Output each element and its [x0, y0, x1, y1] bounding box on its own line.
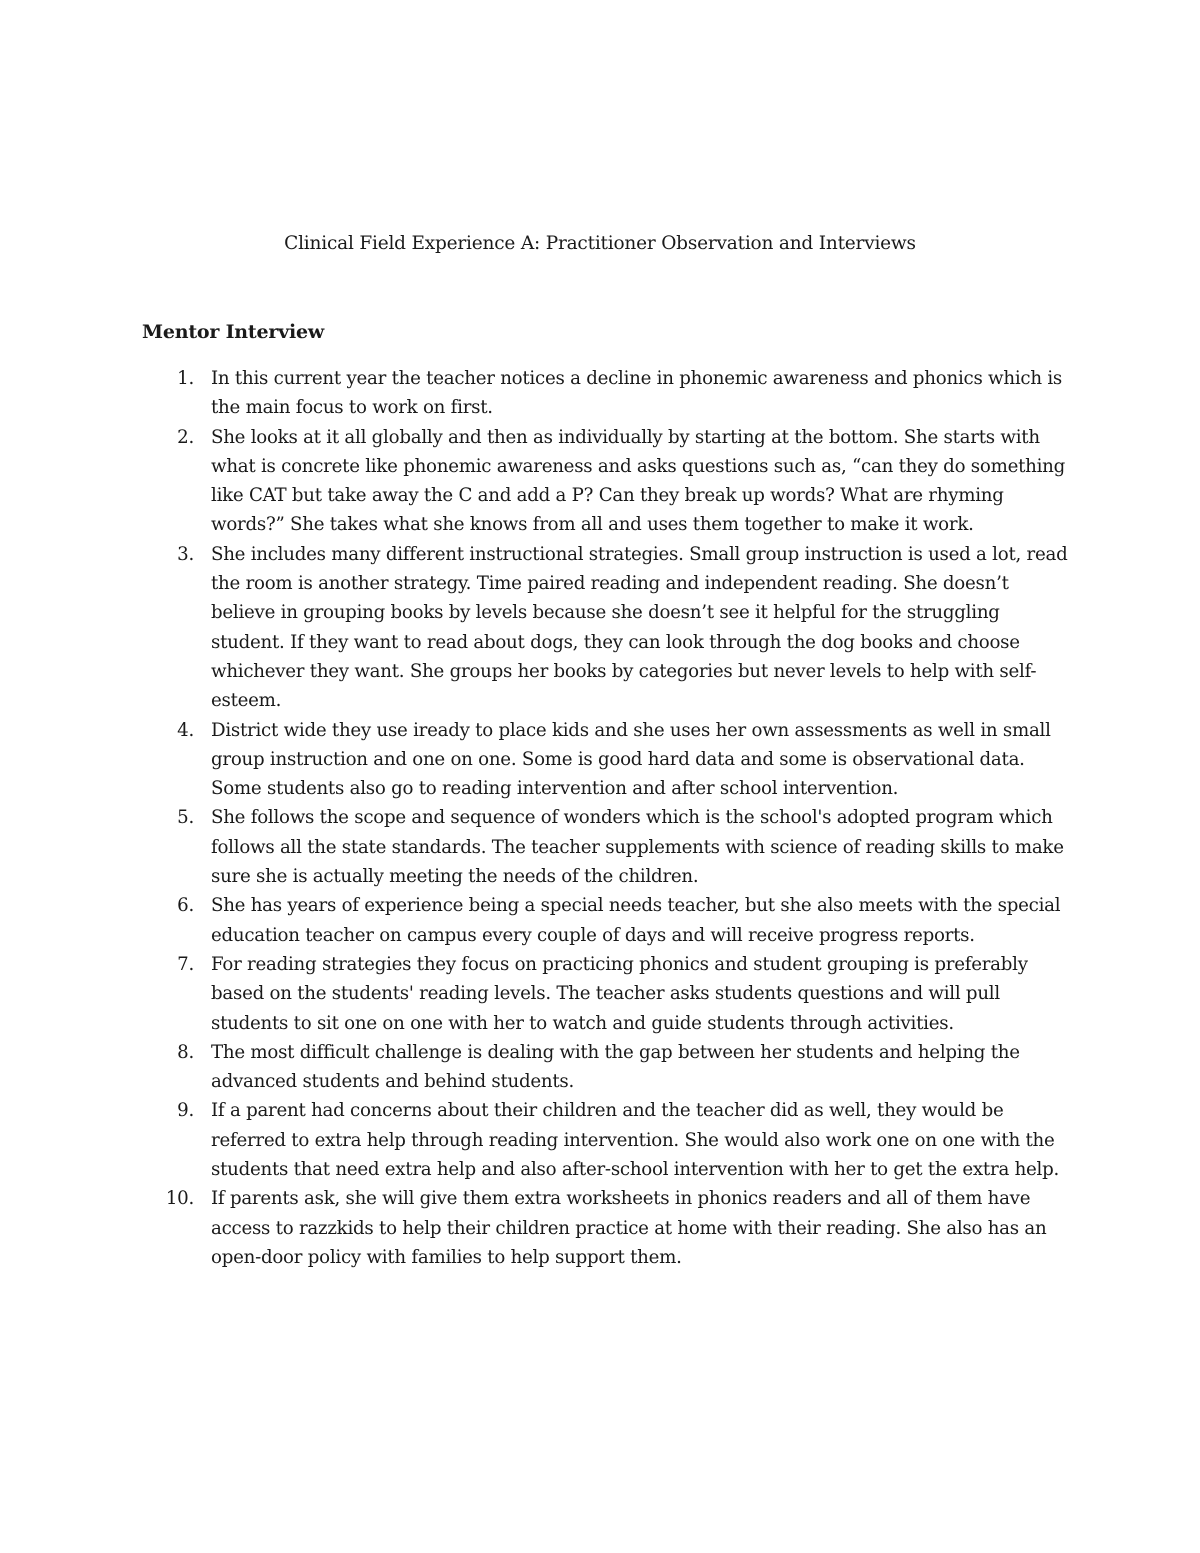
- section-heading: Mentor Interview: [142, 321, 325, 343]
- list-item: [0, 1038, 1069, 1097]
- list-item-text: She follows the scope and sequence of wonders which is the school's adopted program which follows all the state standards. The teacher supplements with science of reading skills to make sure she is actually meeting the needs of the children.: [211, 807, 1064, 888]
- list-item-number: 5.: [177, 807, 194, 829]
- list-item-text: She includes many different instructional strategies. Small group instruction is used a lot, read the room is another strategy. Time paired reading and independent reading. She doesn’t believe in grouping books by levels because she doesn’t see it helpful for the struggling student. If they want to read about dogs, they can look through the dog books and choose whichever they want. She groups her books by categories but never levels to help with self-esteem.: [211, 543, 1068, 712]
- list-item-text: In this current year the teacher notices a decline in phonemic awareness and phonics which is the main focus to work on first.: [211, 368, 1062, 419]
- document-title: Clinical Field Experience A: Practitioner Observation and Interviews: [284, 233, 916, 254]
- list-item-text: District wide they use iready to place kids and she uses her own assessments as well in small group instruction and one on one. Some is good hard data and some is observational data. Some students also go to reading intervention and after school intervention.: [211, 719, 1051, 800]
- list-item-number: 4.: [177, 719, 194, 741]
- list-item-number: 3.: [177, 543, 194, 565]
- list-item-number: 2.: [177, 426, 194, 448]
- list-item: [0, 716, 1069, 804]
- list-item: [0, 423, 1069, 540]
- interview-answer-list: [0, 364, 1200, 1272]
- list-item-number: 6.: [177, 895, 194, 917]
- list-item: [0, 1184, 1069, 1272]
- list-item: [0, 364, 1069, 423]
- list-item: [0, 803, 1069, 891]
- list-item-number: 7.: [177, 953, 194, 975]
- list-item-text: If parents ask, she will give them extra worksheets in phonics readers and all of them have access to razzkids to help their children practice at home with their reading. She also has an open-door policy with families to help support them.: [211, 1188, 1047, 1268]
- list-item-number: 8.: [177, 1041, 194, 1063]
- list-item: [0, 1096, 1069, 1184]
- list-item: [0, 891, 1069, 950]
- list-item-text: The most difficult challenge is dealing with the gap between her students and helping the advanced students and behind students.: [211, 1041, 1020, 1093]
- list-item-number: 10.: [165, 1188, 194, 1210]
- list-item: [0, 540, 1069, 716]
- list-item-text: She looks at it all globally and then as individually by starting at the bottom. She starts with what is concrete like phonemic awareness and asks questions such as, “can they do something like CAT but take away the C and add a P? Can they break up words? What are rhyming words?” She takes what she knows from all and uses them together to make it work.: [211, 426, 1066, 536]
- list-item-text: She has years of experience being a special needs teacher, but she also meets with the special education teacher on campus every couple of days and will receive progress reports.: [211, 895, 1061, 946]
- list-item: [0, 950, 1069, 1038]
- list-item-number: 1.: [177, 368, 194, 389]
- list-item-number: 9.: [177, 1100, 194, 1122]
- list-item-text: For reading strategies they focus on practicing phonics and student grouping is preferably based on the students' reading levels. The teacher asks students questions and will pull students to sit one on one with her to watch and guide students through activities.: [211, 953, 1028, 1034]
- list-item-text: If a parent had concerns about their children and the teacher did as well, they would be referred to extra help through reading intervention. She would also work one on one with the students that need extra help and also after-school intervention with her to get the extra help.: [211, 1100, 1060, 1181]
